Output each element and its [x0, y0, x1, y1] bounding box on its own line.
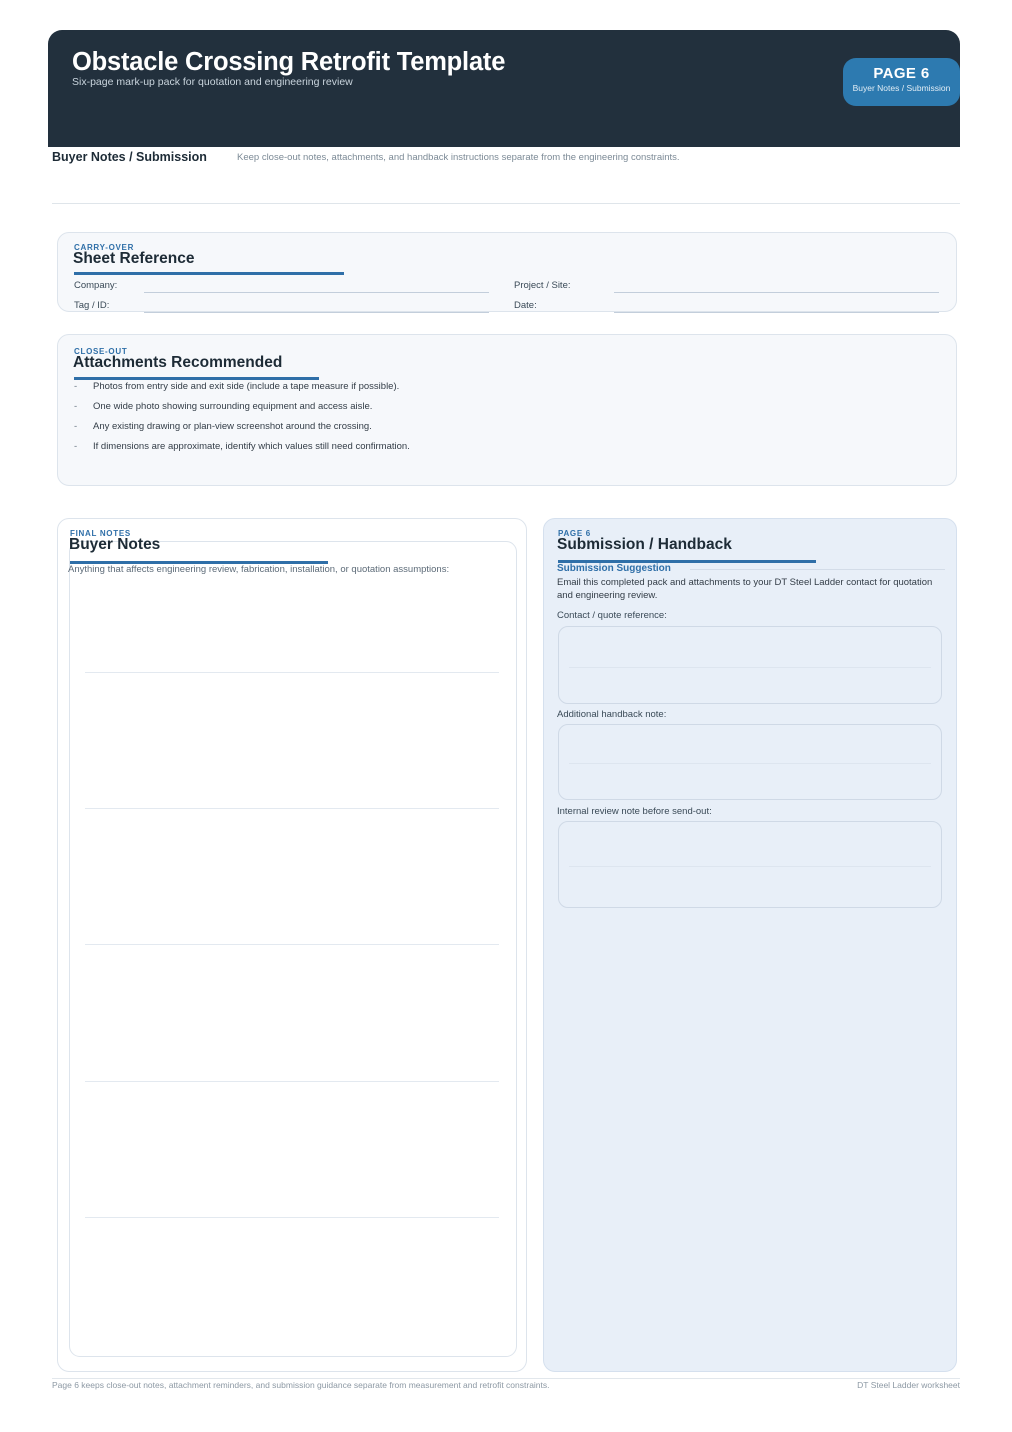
sheet-reference-accent-bar: [74, 272, 344, 275]
attachments-card: [57, 334, 957, 486]
attachments-accent-bar: [74, 377, 319, 380]
sheet-reference-card: [57, 232, 957, 312]
list-item: [74, 401, 934, 421]
footer-note: Page 6 keeps close-out notes, attachment reminders, and submission guidance separate from measurement and retrofit constraints.: [52, 1380, 550, 1390]
page-badge-section: Buyer Notes / Submission: [852, 83, 951, 93]
buyer-notes-rule: [85, 1081, 499, 1082]
submission-suggestion-heading: Submission Suggestion: [557, 563, 671, 574]
buyer-notes-rule: [85, 1217, 499, 1218]
internal-review-note-input[interactable]: [558, 821, 942, 908]
section-strap: [52, 150, 960, 172]
footer-divider: [52, 1378, 960, 1379]
contact-quote-reference-input[interactable]: [558, 626, 942, 704]
attachments-kicker: CLOSE-OUT: [74, 347, 128, 356]
buyer-notes-panel: [57, 518, 527, 1372]
buyer-notes-rule: [85, 808, 499, 809]
sheet-reference-kicker: CARRY-OVER: [74, 243, 135, 252]
buyer-notes-title: Buyer Notes: [69, 536, 161, 553]
writebox-rule: [569, 866, 931, 867]
list-item-label: If dimensions are approximate, identify which values still need confirmation.: [93, 441, 410, 452]
field-project-site-label: Project / Site:: [514, 280, 571, 291]
list-item-label: Any existing drawing or plan-view screenshot around the crossing.: [93, 421, 372, 432]
internal-review-note-label: Internal review note before send-out:: [557, 806, 712, 817]
list-item: [74, 441, 934, 461]
bullet-dash-icon: -: [74, 421, 78, 432]
sheet-reference-title: Sheet Reference: [73, 250, 195, 267]
list-item-label: One wide photo showing surrounding equipment and access aisle.: [93, 401, 373, 412]
list-item-label: Photos from entry side and exit side (include a tape measure if possible).: [93, 381, 400, 392]
section-strap-title: Buyer Notes / Submission: [52, 150, 207, 164]
field-tag-id-line[interactable]: [144, 312, 489, 313]
additional-handback-note-input[interactable]: [558, 724, 942, 800]
bullet-dash-icon: -: [74, 441, 78, 452]
field-date-label: Date:: [514, 300, 537, 311]
attachments-title: Attachments Recommended: [73, 354, 283, 371]
buyer-notes-writing-area[interactable]: [69, 541, 517, 1357]
buyer-notes-hint: Anything that affects engineering review, fabrication, installation, or quotation assumptions:: [68, 564, 450, 575]
page-title: Obstacle Crossing Retrofit Template: [72, 48, 506, 76]
buyer-notes-rule: [85, 944, 499, 945]
field-date-line[interactable]: [614, 312, 939, 313]
bullet-dash-icon: -: [74, 381, 78, 392]
bullet-dash-icon: -: [74, 401, 78, 412]
additional-handback-note-label: Additional handback note:: [557, 709, 667, 720]
submission-suggestion-body: Email this completed pack and attachments to your DT Steel Ladder contact for quotation and engineering review.: [557, 577, 933, 601]
writebox-rule: [569, 763, 931, 764]
section-strap-note: Keep close-out notes, attachments, and handback instructions separate from the engineering constraints.: [237, 152, 680, 163]
buyer-notes-rule: [85, 672, 499, 673]
page-subtitle: Six-page mark-up pack for quotation and engineering review: [72, 76, 353, 88]
attachments-list: [74, 381, 934, 461]
submission-title: Submission / Handback: [557, 536, 732, 553]
buyer-notes-kicker: FINAL NOTES: [70, 529, 131, 538]
top-divider: [52, 203, 960, 204]
page-badge-number: PAGE 6: [873, 65, 930, 82]
field-tag-id-label: Tag / ID:: [74, 300, 110, 311]
submission-suggestion-rule: [690, 569, 945, 570]
writebox-rule: [569, 667, 931, 668]
footer-brand: DT Steel Ladder worksheet: [857, 1380, 960, 1390]
submission-kicker: PAGE 6: [558, 529, 591, 538]
field-company-line[interactable]: [144, 292, 489, 293]
field-project-site-line[interactable]: [614, 292, 939, 293]
list-item: [74, 421, 934, 441]
list-item: [74, 381, 934, 401]
contact-quote-reference-label: Contact / quote reference:: [557, 610, 667, 621]
field-company-label: Company:: [74, 280, 118, 291]
page-badge: [843, 58, 960, 106]
